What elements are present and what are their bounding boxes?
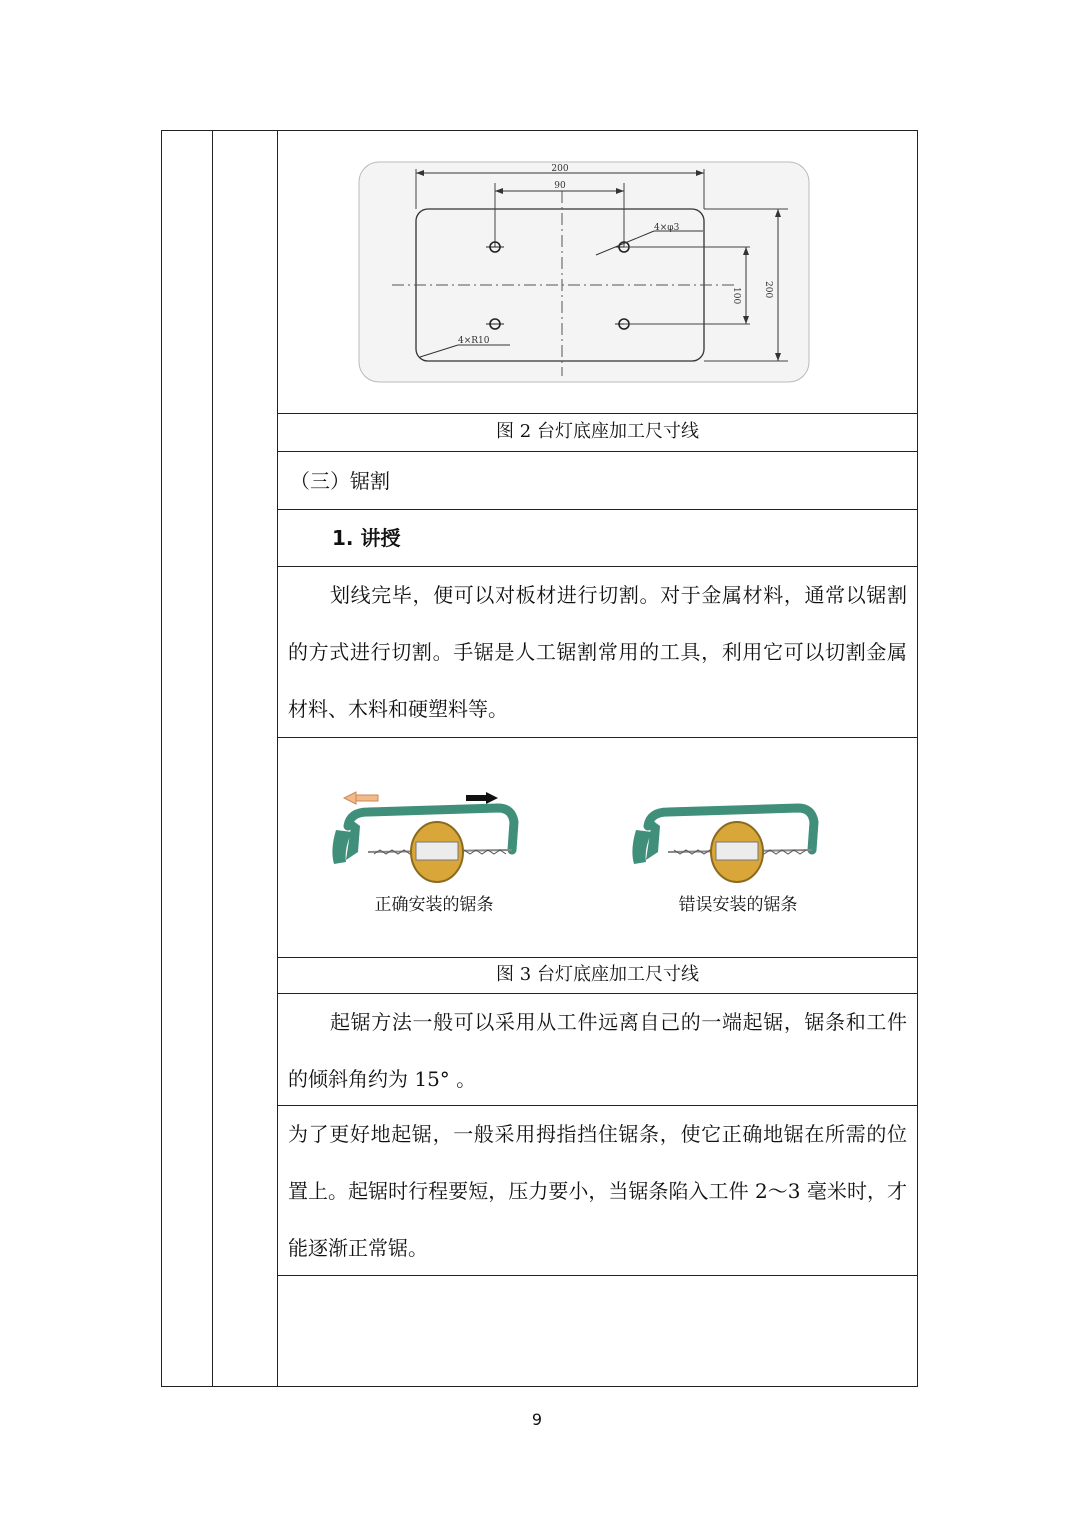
section-heading: （三）锯割 [278,452,917,510]
figure3-row [278,738,917,958]
paragraph-1: 划线完毕，便可以对板材进行切割。对于金属材料，通常以锯割的方式进行切割。手锯是人工锯割常用的工具，利用它可以切割金属材料、木料和硬塑料等。 [278,567,917,738]
correct-saw-illustration [332,792,514,882]
empty-row [278,1276,917,1386]
wrong-saw-illustration [632,808,814,882]
page-number: 9 [531,1410,543,1429]
subheading: 1. 讲授 [278,510,917,567]
column-divider-1 [212,131,213,1386]
dim-overall-width: 200 [551,164,569,174]
figure2-row [278,131,917,414]
figure2-caption: 图 2 台灯底座加工尺寸线 [278,414,917,452]
dim-hole-spacing-y: 100 [731,287,741,305]
hole-note: 4×φ3 [654,223,680,233]
dim-hole-spacing-x: 90 [554,181,566,191]
paragraph-3: 为了更好地起锯，一般采用拇指挡住锯条，使它正确地锯在所需的位置上。起锯时行程要短，压力要小，当锯条陷入工件 2～3 毫米时，才能逐渐正常锯。 [278,1106,917,1276]
figure2-drawing [358,161,810,383]
content-column [278,131,917,1386]
figure3-drawing [316,768,862,920]
correct-saw-label: 正确安装的锯条 [374,895,494,915]
wrong-saw-label: 错误安装的锯条 [678,895,798,915]
figure3-caption: 图 3 台灯底座加工尺寸线 [278,958,917,994]
paragraph-2: 起锯方法一般可以采用从工件远离自己的一端起锯，锯条和工件的倾斜角约为 15° 。 [278,994,917,1106]
corner-note: 4×R10 [458,336,490,346]
dim-overall-height: 200 [763,281,773,299]
lesson-table [161,130,918,1387]
